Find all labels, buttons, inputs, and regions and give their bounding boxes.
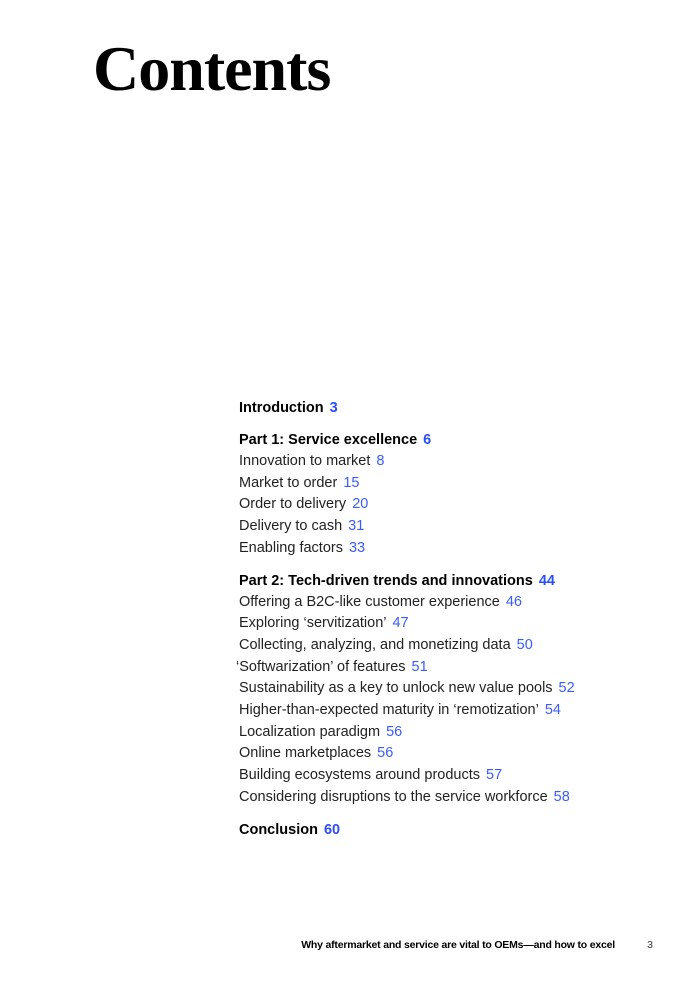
toc-entry-label: Enabling factors [239, 539, 343, 556]
toc-page-number: 33 [348, 539, 366, 556]
toc-entry-label: Exploring ‘servitization’ [239, 615, 387, 632]
toc-page-number: 52 [558, 680, 575, 697]
toc-page-number: 58 [553, 788, 570, 805]
footer-page-number: 3 [647, 939, 653, 951]
toc-page-number: 57 [486, 767, 503, 784]
toc-link-enabling-factors[interactable] [239, 538, 679, 560]
toc-entry-label: Offering a B2C-like customer experience [239, 593, 500, 610]
toc-link-monetizing-data[interactable] [239, 635, 679, 657]
toc-entry-label: Building ecosystems around products [239, 767, 480, 784]
toc-section-introduction [239, 397, 679, 419]
toc-entry-label: Delivery to cash [239, 518, 343, 535]
toc-heading-label: Introduction [239, 400, 324, 416]
toc-page-number: 20 [352, 496, 369, 513]
toc-entry-label: ‘Softwarization’ of features [236, 658, 406, 675]
toc-page-number: 3 [329, 400, 338, 416]
toc-page-number: 51 [411, 658, 428, 675]
toc-page-number: 56 [386, 723, 403, 740]
toc-section-part1 [239, 429, 679, 560]
toc-entry-label: Sustainability as a key to unlock new value pools [239, 680, 553, 697]
toc-section-part2 [236, 570, 679, 809]
toc-page-number: 46 [505, 593, 522, 610]
page-footer [0, 939, 699, 955]
toc-section-conclusion [239, 819, 679, 841]
toc-link-part1[interactable] [239, 429, 679, 451]
toc-link-remotization[interactable] [239, 700, 679, 722]
toc-link-part2[interactable] [239, 570, 679, 592]
toc-link-sustainability[interactable] [239, 678, 679, 700]
toc-link-ecosystems[interactable] [239, 765, 679, 787]
toc-page-number: 60 [323, 821, 341, 838]
toc-page-number: 6 [423, 432, 432, 448]
toc-heading-label: Part 2: Tech-driven trends and innovations [239, 572, 533, 589]
toc-entry-label: Market to order [239, 474, 338, 491]
toc-heading-label: Conclusion [239, 821, 318, 838]
toc-page-number: 50 [516, 636, 533, 653]
toc-page-number: 15 [343, 474, 360, 491]
toc-entry-label: Online marketplaces [239, 745, 372, 762]
toc-page-number: 31 [348, 518, 365, 535]
toc-link-localization[interactable] [239, 722, 679, 744]
toc-entry-label: Collecting, analyzing, and monetizing data [239, 636, 511, 653]
toc-link-conclusion[interactable] [239, 819, 679, 841]
toc-link-introduction[interactable] [239, 397, 679, 419]
toc-page-number: 54 [544, 702, 561, 719]
toc-link-innovation-to-market[interactable] [239, 451, 679, 473]
toc-link-delivery-to-cash[interactable] [239, 516, 679, 538]
toc-heading-label: Part 1: Service excellence [239, 432, 418, 448]
toc-entry-label: Innovation to market [239, 453, 371, 469]
toc-page-number: 8 [376, 453, 385, 469]
page-title: Contents [93, 33, 331, 104]
toc-entry-label: Order to delivery [239, 496, 347, 513]
toc-link-online-marketplaces[interactable] [239, 743, 679, 765]
toc-link-servitization[interactable] [239, 613, 679, 635]
toc-link-order-to-delivery[interactable] [239, 494, 679, 516]
table-of-contents [236, 397, 679, 851]
toc-page-number: 56 [377, 745, 394, 762]
toc-link-market-to-order[interactable] [239, 473, 679, 495]
toc-page-number: 47 [392, 615, 409, 632]
toc-page-number: 44 [538, 572, 555, 589]
toc-entry-label: Higher-than-expected maturity in ‘remotization’ [239, 702, 539, 719]
toc-link-softwarization[interactable] [236, 657, 679, 679]
toc-entry-label: Localization paradigm [239, 723, 381, 740]
toc-link-b2c-experience[interactable] [239, 592, 679, 614]
toc-entry-label: Considering disruptions to the service workforce [239, 788, 548, 805]
toc-link-service-workforce[interactable] [239, 787, 679, 809]
footer-document-title: Why aftermarket and service are vital to OEMs—and how to excel [301, 939, 615, 951]
